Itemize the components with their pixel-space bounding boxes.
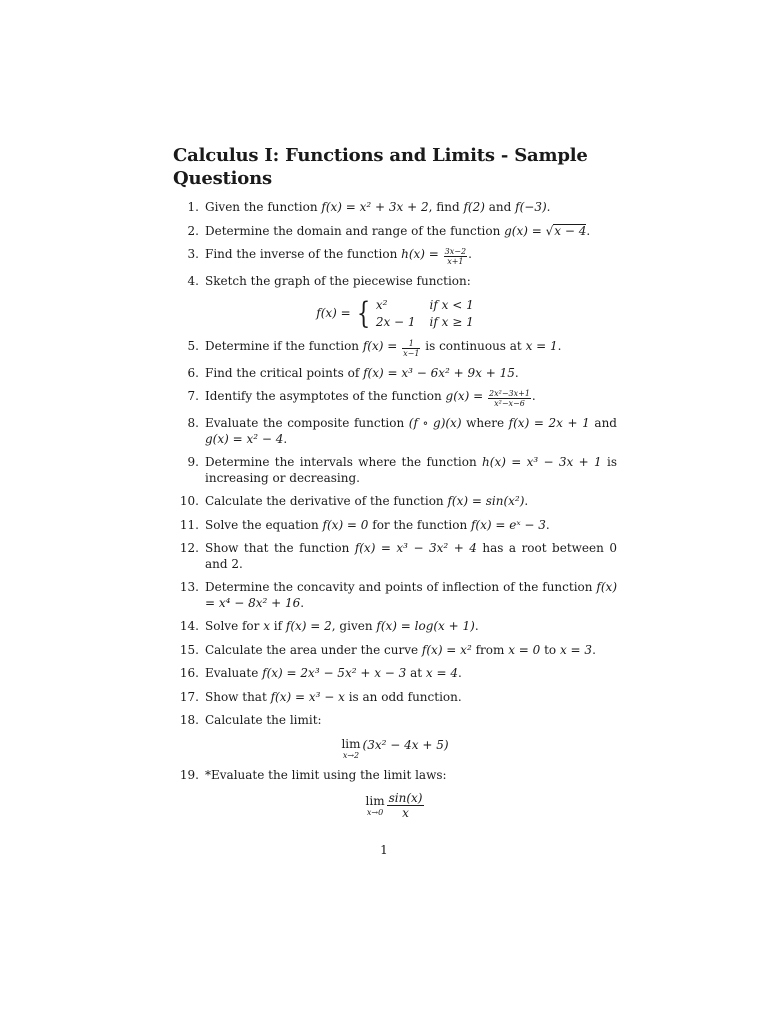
math-expression: x = 3 bbox=[559, 642, 593, 657]
fraction-numerator: sin(x) bbox=[388, 791, 423, 805]
question-text: Find the critical points of bbox=[205, 365, 364, 380]
question-number: 17. bbox=[179, 689, 199, 704]
question-text: Evaluate the composite function bbox=[205, 416, 409, 430]
question-text: and bbox=[484, 200, 516, 214]
page-number: 1 bbox=[380, 843, 388, 857]
math-expression: f(x) = 2 bbox=[285, 619, 332, 633]
question-12 bbox=[173, 541, 617, 572]
question-number: 10. bbox=[179, 494, 199, 508]
question-text: . bbox=[474, 619, 479, 633]
question-17 bbox=[173, 690, 617, 706]
question-number: 18. bbox=[179, 713, 199, 727]
question-number: 3. bbox=[187, 247, 199, 261]
question-text: . bbox=[531, 389, 536, 403]
limit-expression bbox=[341, 738, 448, 760]
fraction-numerator: 1 bbox=[402, 339, 420, 349]
question-number: 16. bbox=[179, 666, 199, 680]
math-expression: f(x) = x³ − x bbox=[270, 689, 345, 704]
lim-label: lim bbox=[365, 793, 385, 808]
question-text: Determine the domain and range of the function bbox=[205, 223, 505, 238]
math-expression: f(x) = x² bbox=[421, 642, 472, 657]
fraction-numerator: 2x²−3x+1 bbox=[489, 389, 530, 398]
math-expression: f(x) = 0 bbox=[322, 517, 369, 532]
question-text: Evaluate bbox=[205, 666, 263, 680]
question-text: Solve the equation bbox=[205, 517, 323, 532]
lim-label: lim bbox=[341, 736, 361, 751]
math-expression: g(x) = bbox=[445, 389, 488, 403]
question-text: is an odd function. bbox=[344, 689, 462, 704]
case-2-expression: 2x − 1 bbox=[375, 315, 416, 329]
math-expression: g(x) = x² − 4 bbox=[205, 431, 284, 446]
math-expression: f(x) = x² + 3x + 2 bbox=[321, 200, 429, 214]
piecewise-lhs: f(x) = bbox=[316, 306, 351, 321]
question-text: , given bbox=[331, 619, 377, 633]
question-text: Determine the intervals where the function bbox=[205, 455, 483, 469]
question-number: 1. bbox=[187, 200, 199, 214]
question-text: has a root between 0 and 2. bbox=[205, 541, 617, 571]
question-number: 12. bbox=[179, 541, 199, 555]
math-expression: h(x) = x³ − 3x + 1 bbox=[482, 455, 602, 469]
sqrt-radicand: x − 4 bbox=[554, 223, 587, 238]
question-number: 19. bbox=[179, 767, 199, 782]
fraction-denominator: x²−x−6 bbox=[494, 399, 525, 408]
question-number: 7. bbox=[187, 389, 199, 403]
left-brace: { bbox=[356, 296, 370, 331]
limit-expression bbox=[366, 791, 425, 820]
question-number: 4. bbox=[187, 274, 199, 288]
question-text: Calculate the area under the curve bbox=[205, 642, 422, 657]
question-text: . bbox=[546, 200, 551, 214]
fraction-denominator: x−1 bbox=[403, 348, 420, 358]
question-number: 14. bbox=[179, 619, 199, 633]
question-16 bbox=[173, 666, 617, 682]
question-14 bbox=[173, 619, 617, 635]
math-expression: x = 1 bbox=[525, 338, 558, 353]
math-expression: x bbox=[263, 619, 270, 633]
question-4 bbox=[173, 274, 617, 331]
math-expression: f(−3) bbox=[515, 200, 547, 214]
question-text: Calculate the derivative of the function bbox=[205, 494, 448, 508]
math-expression: f(x) = 2x + 1 bbox=[508, 416, 590, 430]
math-expression: f(x) = sin(x²) bbox=[447, 494, 525, 508]
question-text: Show that the function bbox=[205, 541, 355, 555]
question-text: . bbox=[557, 338, 562, 353]
question-text: where bbox=[461, 416, 509, 430]
display-equation bbox=[173, 737, 617, 760]
question-text: to bbox=[540, 642, 560, 657]
question-text: for the function bbox=[368, 517, 471, 532]
question-text: . bbox=[524, 494, 529, 508]
fraction-denominator: x bbox=[402, 806, 409, 820]
limit-operator bbox=[341, 738, 360, 760]
case-2-condition: if x ≥ 1 bbox=[429, 315, 474, 329]
question-1 bbox=[173, 200, 617, 216]
question-number: 11. bbox=[179, 517, 199, 532]
question-text: from bbox=[471, 642, 509, 657]
math-expression: f(x) = log(x + 1) bbox=[376, 619, 475, 633]
fraction bbox=[402, 339, 420, 358]
question-number: 9. bbox=[187, 455, 199, 469]
question-text: . bbox=[300, 595, 305, 610]
limit-subscript: x→2 bbox=[342, 750, 360, 760]
question-text: . bbox=[514, 365, 519, 380]
question-text: at bbox=[406, 666, 426, 680]
case-1-condition: if x < 1 bbox=[429, 297, 474, 312]
question-text: is continuous at bbox=[421, 338, 526, 353]
question-11 bbox=[173, 518, 617, 534]
question-15 bbox=[173, 643, 617, 659]
math-expression: f(x) = bbox=[362, 338, 402, 353]
limit-argument: (3x² − 4x + 5) bbox=[362, 737, 449, 752]
question-text: is increasing or decreasing. bbox=[205, 455, 617, 485]
question-2 bbox=[173, 224, 617, 240]
math-expression: x = 4 bbox=[425, 666, 458, 680]
question-text: . bbox=[592, 642, 596, 657]
question-text: , find bbox=[428, 200, 464, 214]
question-text: . bbox=[545, 517, 550, 532]
math-expression: f(x) = x³ − 3x² + 4 bbox=[354, 541, 477, 555]
display-equation bbox=[173, 298, 617, 331]
case-1-expression: x² bbox=[375, 297, 388, 312]
question-text: Given the function bbox=[205, 200, 322, 214]
fraction bbox=[488, 389, 531, 408]
limit-operator bbox=[366, 795, 385, 817]
question-text: Identify the asymptotes of the function bbox=[205, 389, 446, 403]
question-number: 8. bbox=[187, 416, 199, 430]
math-expression: f(2) bbox=[463, 200, 485, 214]
question-text: . bbox=[468, 247, 472, 261]
question-9 bbox=[173, 455, 617, 486]
question-18 bbox=[173, 713, 617, 760]
math-expression: f(x) = x³ − 6x² + 9x + 15 bbox=[363, 365, 515, 380]
question-6 bbox=[173, 366, 617, 382]
question-number: 2. bbox=[187, 223, 199, 238]
page-title: Calculus I: Functions and Limits - Sample Questions bbox=[173, 145, 588, 189]
document-page bbox=[173, 144, 617, 828]
question-number: 13. bbox=[179, 580, 199, 594]
question-10 bbox=[173, 494, 617, 510]
question-8 bbox=[173, 416, 617, 447]
math-expression: x = 0 bbox=[508, 642, 541, 657]
question-text: . bbox=[283, 431, 288, 446]
display-equation bbox=[173, 791, 617, 820]
limit-subscript: x→0 bbox=[366, 807, 384, 817]
question-text: Solve for bbox=[205, 619, 264, 633]
question-text: . bbox=[458, 666, 462, 680]
question-text: Sketch the graph of the piecewise function: bbox=[205, 274, 471, 288]
question-text: *Evaluate the limit using the limit laws: bbox=[205, 767, 447, 782]
question-5 bbox=[173, 339, 617, 358]
question-number: 6. bbox=[187, 365, 199, 380]
piecewise-cases bbox=[376, 298, 474, 331]
question-number: 15. bbox=[179, 642, 199, 657]
math-expression: h(x) = bbox=[401, 247, 443, 261]
math-expression: f(x) = 2x³ − 5x² + x − 3 bbox=[262, 666, 407, 680]
fraction-numerator: 3x−2 bbox=[444, 247, 467, 256]
question-text: Show that bbox=[205, 689, 271, 704]
question-text: Find the inverse of the function bbox=[205, 247, 402, 261]
fraction bbox=[387, 791, 425, 820]
question-list bbox=[173, 200, 617, 820]
math-expression: f(x) = x⁴ − 8x² + 16 bbox=[205, 580, 617, 610]
question-text: if bbox=[269, 619, 286, 633]
question-3 bbox=[173, 247, 617, 266]
sqrt-symbol: √ bbox=[545, 223, 554, 238]
question-number: 5. bbox=[187, 338, 199, 353]
question-text: Calculate the limit: bbox=[205, 713, 322, 727]
question-text: and bbox=[589, 416, 617, 430]
fraction-denominator: x+1 bbox=[447, 257, 464, 266]
question-text: . bbox=[586, 223, 591, 238]
question-text: Determine if the function bbox=[205, 338, 363, 353]
math-expression: g(x) = bbox=[504, 223, 546, 238]
fraction bbox=[444, 247, 467, 266]
question-7 bbox=[173, 389, 617, 408]
math-expression: (f ∘ g)(x) bbox=[408, 416, 462, 430]
question-text: Determine the concavity and points of inflection of the function bbox=[205, 580, 597, 594]
question-13 bbox=[173, 580, 617, 611]
piecewise-function bbox=[316, 298, 473, 331]
question-19 bbox=[173, 768, 617, 821]
math-expression: f(x) = eˣ − 3 bbox=[470, 517, 546, 532]
